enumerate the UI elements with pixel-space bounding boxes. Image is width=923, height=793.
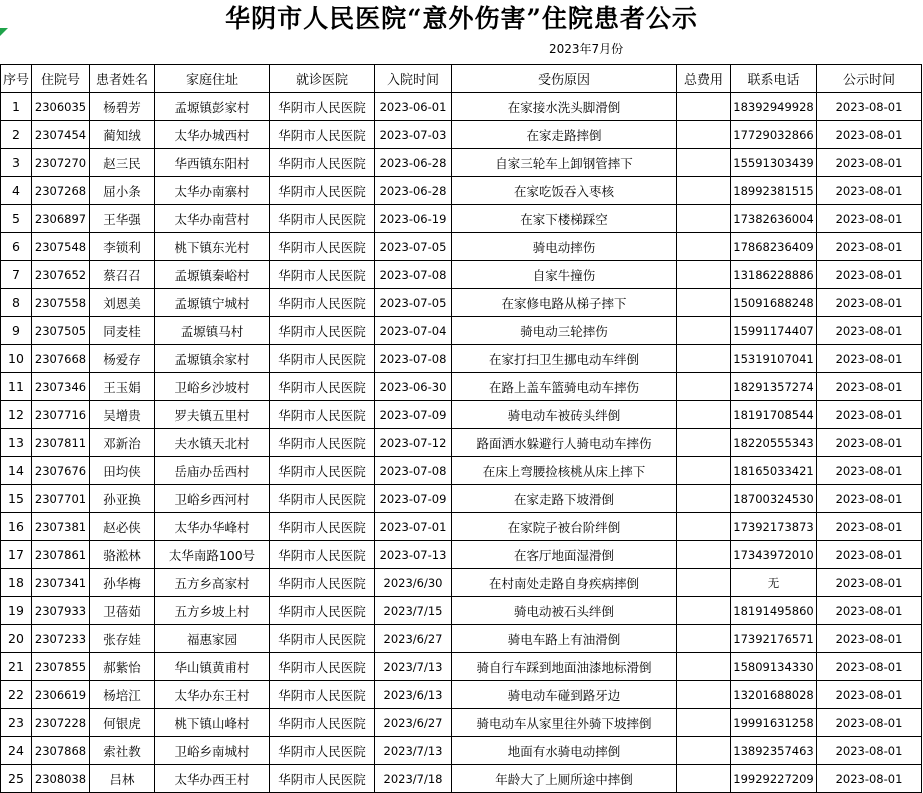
hospital-cell[interactable]: 华阴市人民医院 (270, 149, 375, 177)
phone-cell[interactable]: 15991174407 (731, 317, 817, 345)
admission-no-cell[interactable]: 2307548 (32, 233, 90, 261)
notice-date-cell[interactable]: 2023-08-01 (817, 737, 922, 765)
notice-date-cell[interactable]: 2023-08-01 (817, 401, 922, 429)
table-row (1, 709, 922, 737)
table-row (1, 149, 922, 177)
serial-cell[interactable]: 18 (1, 569, 32, 597)
table-row (1, 317, 922, 345)
total-cost-cell[interactable] (677, 177, 731, 205)
serial-cell[interactable]: 9 (1, 317, 32, 345)
injury-cause-cell[interactable]: 骑电动被石头绊倒 (452, 597, 677, 625)
patient-name-cell[interactable]: 杨爱存 (90, 345, 155, 373)
admission-no-cell[interactable]: 2306035 (32, 93, 90, 121)
address-cell[interactable]: 孟塬镇秦峪村 (155, 261, 270, 289)
admission-date-cell[interactable]: 2023-07-08 (375, 261, 452, 289)
phone-cell[interactable]: 18291357274 (731, 373, 817, 401)
total-cost-cell[interactable] (677, 373, 731, 401)
patient-name-cell[interactable]: 赵必侠 (90, 513, 155, 541)
admission-date-cell[interactable]: 2023/7/18 (375, 765, 452, 793)
table-row (1, 233, 922, 261)
serial-cell[interactable]: 5 (1, 205, 32, 233)
patient-name-cell[interactable]: 郝紫怡 (90, 653, 155, 681)
total-cost-cell[interactable] (677, 429, 731, 457)
total-cost-cell[interactable] (677, 345, 731, 373)
phone-cell[interactable]: 17729032866 (731, 121, 817, 149)
admission-date-cell[interactable]: 2023-06-28 (375, 177, 452, 205)
notice-date-cell[interactable]: 2023-08-01 (817, 289, 922, 317)
hospital-cell[interactable]: 华阴市人民医院 (270, 261, 375, 289)
total-cost-cell[interactable] (677, 709, 731, 737)
total-cost-cell[interactable] (677, 681, 731, 709)
patient-name-cell[interactable]: 赵三民 (90, 149, 155, 177)
total-cost-cell[interactable] (677, 317, 731, 345)
phone-cell[interactable]: 18220555343 (731, 429, 817, 457)
admission-date-cell[interactable]: 2023/7/13 (375, 653, 452, 681)
table-row (1, 177, 922, 205)
admission-no-cell[interactable]: 2307233 (32, 625, 90, 653)
admission-date-cell[interactable]: 2023-07-13 (375, 541, 452, 569)
total-cost-cell[interactable] (677, 401, 731, 429)
phone-cell[interactable]: 18992381515 (731, 177, 817, 205)
admission-date-cell[interactable]: 2023-07-03 (375, 121, 452, 149)
patient-name-cell[interactable]: 孙亚换 (90, 485, 155, 513)
admission-no-cell[interactable]: 2307268 (32, 177, 90, 205)
patient-name-cell[interactable]: 李锁利 (90, 233, 155, 261)
address-cell[interactable]: 太华办南寨村 (155, 177, 270, 205)
injury-cause-cell[interactable]: 在家吃饭吞入枣核 (452, 177, 677, 205)
phone-cell[interactable]: 13201688028 (731, 681, 817, 709)
admission-no-cell[interactable]: 2307861 (32, 541, 90, 569)
table-body (1, 93, 922, 793)
patient-name-cell[interactable]: 王华强 (90, 205, 155, 233)
hospital-cell[interactable]: 华阴市人民医院 (270, 233, 375, 261)
phone-cell[interactable]: 15091688248 (731, 289, 817, 317)
phone-cell[interactable]: 13892357463 (731, 737, 817, 765)
admission-no-cell[interactable]: 2307346 (32, 373, 90, 401)
admission-no-cell[interactable]: 2307933 (32, 597, 90, 625)
injury-cause-cell[interactable]: 自家三轮车上卸钢管摔下 (452, 149, 677, 177)
injury-cause-cell[interactable]: 年龄大了上厕所途中摔倒 (452, 765, 677, 793)
notice-date-cell[interactable]: 2023-08-01 (817, 513, 922, 541)
injury-cause-cell[interactable]: 地面有水骑电动摔倒 (452, 737, 677, 765)
serial-cell[interactable]: 12 (1, 401, 32, 429)
injury-cause-cell[interactable]: 在村南处走路自身疾病摔倒 (452, 569, 677, 597)
phone-cell[interactable]: 18191708544 (731, 401, 817, 429)
address-cell[interactable]: 孟塬镇马村 (155, 317, 270, 345)
admission-no-cell[interactable]: 2308038 (32, 765, 90, 793)
notice-date-cell[interactable]: 2023-08-01 (817, 541, 922, 569)
serial-cell[interactable]: 6 (1, 233, 32, 261)
injury-cause-cell[interactable]: 骑电动车从家里往外骑下坡摔倒 (452, 709, 677, 737)
injury-cause-cell[interactable]: 在家下楼梯踩空 (452, 205, 677, 233)
patient-name-cell[interactable]: 张存娃 (90, 625, 155, 653)
table-row (1, 401, 922, 429)
patient-name-cell[interactable]: 田均侠 (90, 457, 155, 485)
injury-cause-cell[interactable]: 在床上弯腰捡核桃从床上摔下 (452, 457, 677, 485)
admission-date-cell[interactable]: 2023-06-19 (375, 205, 452, 233)
hospital-cell[interactable]: 华阴市人民医院 (270, 625, 375, 653)
serial-cell[interactable]: 14 (1, 457, 32, 485)
notice-date-cell[interactable]: 2023-08-01 (817, 177, 922, 205)
hospital-cell[interactable]: 华阴市人民医院 (270, 709, 375, 737)
serial-cell[interactable]: 3 (1, 149, 32, 177)
notice-date-cell[interactable]: 2023-08-01 (817, 205, 922, 233)
address-cell[interactable]: 福惠家园 (155, 625, 270, 653)
admission-date-cell[interactable]: 2023/6/13 (375, 681, 452, 709)
phone-cell[interactable]: 17868236409 (731, 233, 817, 261)
serial-cell[interactable]: 20 (1, 625, 32, 653)
admission-no-cell[interactable]: 2307668 (32, 345, 90, 373)
column-header-phone[interactable]: 联系电话 (731, 65, 817, 93)
injury-cause-cell[interactable]: 骑电动三轮摔伤 (452, 317, 677, 345)
address-cell[interactable]: 岳庙办岳西村 (155, 457, 270, 485)
address-cell[interactable]: 卫峪乡西河村 (155, 485, 270, 513)
address-cell[interactable]: 太华办东王村 (155, 681, 270, 709)
table-row (1, 261, 922, 289)
phone-cell[interactable]: 18191495860 (731, 597, 817, 625)
admission-no-cell[interactable]: 2307228 (32, 709, 90, 737)
phone-cell[interactable]: 17382636004 (731, 205, 817, 233)
serial-cell[interactable]: 21 (1, 653, 32, 681)
admission-date-cell[interactable]: 2023/7/15 (375, 597, 452, 625)
table-row (1, 429, 922, 457)
hospital-cell[interactable]: 华阴市人民医院 (270, 345, 375, 373)
hospital-cell[interactable]: 华阴市人民医院 (270, 765, 375, 793)
phone-cell[interactable]: 18165033421 (731, 457, 817, 485)
injury-cause-cell[interactable]: 在客厅地面湿滑倒 (452, 541, 677, 569)
admission-no-cell[interactable]: 2307701 (32, 485, 90, 513)
address-cell[interactable]: 太华办华峰村 (155, 513, 270, 541)
hospital-cell[interactable]: 华阴市人民医院 (270, 401, 375, 429)
notice-date-cell[interactable]: 2023-08-01 (817, 485, 922, 513)
admission-no-cell[interactable]: 2307855 (32, 653, 90, 681)
notice-date-cell[interactable]: 2023-08-01 (817, 653, 922, 681)
phone-cell[interactable]: 15319107041 (731, 345, 817, 373)
admission-date-cell[interactable]: 2023-07-09 (375, 401, 452, 429)
table-row (1, 513, 922, 541)
patient-name-cell[interactable]: 骆淞林 (90, 541, 155, 569)
address-cell[interactable]: 卫峪乡南城村 (155, 737, 270, 765)
admission-date-cell[interactable]: 2023/6/27 (375, 625, 452, 653)
injury-cause-cell[interactable]: 在家打扫卫生挪电动车绊倒 (452, 345, 677, 373)
serial-cell[interactable]: 4 (1, 177, 32, 205)
serial-cell[interactable]: 15 (1, 485, 32, 513)
admission-no-cell[interactable]: 2307811 (32, 429, 90, 457)
serial-cell[interactable]: 23 (1, 709, 32, 737)
notice-date-cell[interactable]: 2023-08-01 (817, 233, 922, 261)
total-cost-cell[interactable] (677, 597, 731, 625)
phone-cell[interactable]: 18700324530 (731, 485, 817, 513)
phone-cell[interactable]: 无 (731, 569, 817, 597)
address-cell[interactable]: 卫峪乡沙坡村 (155, 373, 270, 401)
address-cell[interactable]: 太华办西王村 (155, 765, 270, 793)
admission-date-cell[interactable]: 2023-07-12 (375, 429, 452, 457)
patient-name-cell[interactable]: 蔡召召 (90, 261, 155, 289)
injury-cause-cell[interactable]: 在路上盖车篮骑电动车摔伤 (452, 373, 677, 401)
notice-date-cell[interactable]: 2023-08-01 (817, 681, 922, 709)
admission-no-cell[interactable]: 2307381 (32, 513, 90, 541)
total-cost-cell[interactable] (677, 121, 731, 149)
total-cost-cell[interactable] (677, 541, 731, 569)
patient-name-cell[interactable]: 蔺知绒 (90, 121, 155, 149)
table-row (1, 205, 922, 233)
patient-name-cell[interactable]: 索社教 (90, 737, 155, 765)
admission-no-cell[interactable]: 2307505 (32, 317, 90, 345)
address-cell[interactable]: 孟塬镇余家村 (155, 345, 270, 373)
admission-no-cell[interactable]: 2307558 (32, 289, 90, 317)
notice-date-cell[interactable]: 2023-08-01 (817, 709, 922, 737)
total-cost-cell[interactable] (677, 149, 731, 177)
notice-date-cell[interactable]: 2023-08-01 (817, 149, 922, 177)
injury-cause-cell[interactable]: 在家接水洗头脚滑倒 (452, 93, 677, 121)
column-header-admission-no[interactable]: 住院号 (32, 65, 90, 93)
report-period: 2023年7月份 (549, 42, 624, 56)
hospital-cell[interactable]: 华阴市人民医院 (270, 177, 375, 205)
admission-date-cell[interactable]: 2023-07-04 (375, 317, 452, 345)
address-cell[interactable]: 五方乡坡上村 (155, 597, 270, 625)
column-header-admission-date[interactable]: 入院时间 (375, 65, 452, 93)
hospital-cell[interactable]: 华阴市人民医院 (270, 93, 375, 121)
hospital-cell[interactable]: 华阴市人民医院 (270, 457, 375, 485)
table-row (1, 289, 922, 317)
admission-no-cell[interactable]: 2307676 (32, 457, 90, 485)
admission-date-cell[interactable]: 2023-06-30 (375, 373, 452, 401)
phone-cell[interactable]: 15591303439 (731, 149, 817, 177)
table-row (1, 541, 922, 569)
phone-cell[interactable]: 19991631258 (731, 709, 817, 737)
admission-date-cell[interactable]: 2023/6/30 (375, 569, 452, 597)
total-cost-cell[interactable] (677, 737, 731, 765)
total-cost-cell[interactable] (677, 513, 731, 541)
table-row (1, 93, 922, 121)
address-cell[interactable]: 太华办城西村 (155, 121, 270, 149)
notice-date-cell[interactable]: 2023-08-01 (817, 317, 922, 345)
admission-no-cell[interactable]: 2307716 (32, 401, 90, 429)
patient-name-cell[interactable]: 吕林 (90, 765, 155, 793)
phone-cell[interactable]: 18392949928 (731, 93, 817, 121)
patient-name-cell[interactable]: 同麦桂 (90, 317, 155, 345)
hospital-cell[interactable]: 华阴市人民医院 (270, 569, 375, 597)
notice-date-cell[interactable]: 2023-08-01 (817, 457, 922, 485)
table-row (1, 569, 922, 597)
serial-cell[interactable]: 19 (1, 597, 32, 625)
serial-cell[interactable]: 2 (1, 121, 32, 149)
column-header-notice-date[interactable]: 公示时间 (817, 65, 922, 93)
patient-name-cell[interactable]: 卫蓓茹 (90, 597, 155, 625)
phone-cell[interactable]: 17392176571 (731, 625, 817, 653)
phone-cell[interactable]: 13186228886 (731, 261, 817, 289)
admission-date-cell[interactable]: 2023/7/13 (375, 737, 452, 765)
total-cost-cell[interactable] (677, 233, 731, 261)
admission-date-cell[interactable]: 2023-06-28 (375, 149, 452, 177)
hospital-cell[interactable]: 华阴市人民医院 (270, 373, 375, 401)
patient-name-cell[interactable]: 王玉娟 (90, 373, 155, 401)
notice-date-cell[interactable]: 2023-08-01 (817, 93, 922, 121)
phone-cell[interactable]: 19929227209 (731, 765, 817, 793)
address-cell[interactable]: 五方乡高家村 (155, 569, 270, 597)
address-cell[interactable]: 桃下镇山峰村 (155, 709, 270, 737)
serial-cell[interactable]: 10 (1, 345, 32, 373)
hospital-cell[interactable]: 华阴市人民医院 (270, 429, 375, 457)
serial-cell[interactable]: 22 (1, 681, 32, 709)
admission-no-cell[interactable]: 2307868 (32, 737, 90, 765)
admission-date-cell[interactable]: 2023-07-08 (375, 345, 452, 373)
serial-cell[interactable]: 17 (1, 541, 32, 569)
patient-name-cell[interactable]: 刘恩美 (90, 289, 155, 317)
table-row (1, 345, 922, 373)
hospital-cell[interactable]: 华阴市人民医院 (270, 121, 375, 149)
table-row (1, 597, 922, 625)
address-cell[interactable]: 桃下镇东光村 (155, 233, 270, 261)
total-cost-cell[interactable] (677, 653, 731, 681)
patient-name-cell[interactable]: 何银虎 (90, 709, 155, 737)
notice-date-cell[interactable]: 2023-08-01 (817, 597, 922, 625)
serial-cell[interactable]: 8 (1, 289, 32, 317)
page-title: 华阴市人民医院“意外伤害”住院患者公示 (225, 4, 698, 33)
injury-cause-cell[interactable]: 骑电动车被砖头绊倒 (452, 401, 677, 429)
admission-date-cell[interactable]: 2023-06-01 (375, 93, 452, 121)
phone-cell[interactable]: 17343972010 (731, 541, 817, 569)
patient-name-cell[interactable]: 孙华梅 (90, 569, 155, 597)
table-row (1, 121, 922, 149)
address-cell[interactable]: 太华办南营村 (155, 205, 270, 233)
column-header-total-cost[interactable]: 总费用 (677, 65, 731, 93)
address-cell[interactable]: 孟塬镇宁城村 (155, 289, 270, 317)
hospital-cell[interactable]: 华阴市人民医院 (270, 597, 375, 625)
notice-date-cell[interactable]: 2023-08-01 (817, 261, 922, 289)
hospital-cell[interactable]: 华阴市人民医院 (270, 541, 375, 569)
admission-no-cell[interactable]: 2307270 (32, 149, 90, 177)
column-header-injury-cause[interactable]: 受伤原因 (452, 65, 677, 93)
injury-cause-cell[interactable]: 骑电车路上有油滑倒 (452, 625, 677, 653)
patient-name-cell[interactable]: 吴增贵 (90, 401, 155, 429)
injury-cause-cell[interactable]: 骑电动车碰到路牙边 (452, 681, 677, 709)
hospital-cell[interactable]: 华阴市人民医院 (270, 513, 375, 541)
injury-cause-cell[interactable]: 骑自行车踩到地面油漆地标滑倒 (452, 653, 677, 681)
table-row (1, 457, 922, 485)
admission-no-cell[interactable]: 2307341 (32, 569, 90, 597)
total-cost-cell[interactable] (677, 205, 731, 233)
total-cost-cell[interactable] (677, 93, 731, 121)
total-cost-cell[interactable] (677, 485, 731, 513)
injury-cause-cell[interactable]: 在家走路摔倒 (452, 121, 677, 149)
notice-date-cell[interactable]: 2023-08-01 (817, 569, 922, 597)
address-cell[interactable]: 华西镇东阳村 (155, 149, 270, 177)
hospital-cell[interactable]: 华阴市人民医院 (270, 205, 375, 233)
patient-name-cell[interactable]: 屈小条 (90, 177, 155, 205)
patient-name-cell[interactable]: 邓新治 (90, 429, 155, 457)
serial-cell[interactable]: 1 (1, 93, 32, 121)
admission-date-cell[interactable]: 2023-07-05 (375, 233, 452, 261)
column-header-patient-name[interactable]: 患者姓名 (90, 65, 155, 93)
admission-date-cell[interactable]: 2023-07-08 (375, 457, 452, 485)
hospital-cell[interactable]: 华阴市人民医院 (270, 289, 375, 317)
table-row (1, 625, 922, 653)
phone-cell[interactable]: 17392173873 (731, 513, 817, 541)
admission-no-cell[interactable]: 2307454 (32, 121, 90, 149)
table-row (1, 737, 922, 765)
admission-no-cell[interactable]: 2306619 (32, 681, 90, 709)
hospital-cell[interactable]: 华阴市人民医院 (270, 317, 375, 345)
injury-cause-cell[interactable]: 在家院子被台阶绊倒 (452, 513, 677, 541)
admission-no-cell[interactable]: 2306897 (32, 205, 90, 233)
address-cell[interactable]: 华山镇黄甫村 (155, 653, 270, 681)
patient-name-cell[interactable]: 杨碧芳 (90, 93, 155, 121)
header-row (1, 65, 922, 93)
table-row (1, 485, 922, 513)
total-cost-cell[interactable] (677, 765, 731, 793)
hospital-cell[interactable]: 华阴市人民医院 (270, 737, 375, 765)
table-row (1, 765, 922, 793)
hospital-cell[interactable]: 华阴市人民医院 (270, 681, 375, 709)
injury-cause-cell[interactable]: 骑电动摔伤 (452, 233, 677, 261)
serial-cell[interactable]: 25 (1, 765, 32, 793)
serial-cell[interactable]: 24 (1, 737, 32, 765)
admission-no-cell[interactable]: 2307652 (32, 261, 90, 289)
column-header-address[interactable]: 家庭住址 (155, 65, 270, 93)
notice-date-cell[interactable]: 2023-08-01 (817, 429, 922, 457)
hospital-cell[interactable]: 华阴市人民医院 (270, 653, 375, 681)
address-cell[interactable]: 罗夫镇五里村 (155, 401, 270, 429)
address-cell[interactable]: 孟塬镇彭家村 (155, 93, 270, 121)
admission-date-cell[interactable]: 2023-07-01 (375, 513, 452, 541)
table-row (1, 373, 922, 401)
total-cost-cell[interactable] (677, 625, 731, 653)
patient-table (0, 64, 922, 793)
table-row (1, 681, 922, 709)
notice-date-cell[interactable]: 2023-08-01 (817, 345, 922, 373)
total-cost-cell[interactable] (677, 261, 731, 289)
notice-date-cell[interactable]: 2023-08-01 (817, 625, 922, 653)
notice-date-cell[interactable]: 2023-08-01 (817, 121, 922, 149)
address-cell[interactable]: 夫水镇天北村 (155, 429, 270, 457)
serial-cell[interactable]: 16 (1, 513, 32, 541)
notice-date-cell[interactable]: 2023-08-01 (817, 373, 922, 401)
notice-date-cell[interactable]: 2023-08-01 (817, 765, 922, 793)
column-header-hospital[interactable]: 就诊医院 (270, 65, 375, 93)
total-cost-cell[interactable] (677, 457, 731, 485)
serial-cell[interactable]: 7 (1, 261, 32, 289)
injury-cause-cell[interactable]: 在家修电路从梯子摔下 (452, 289, 677, 317)
patient-name-cell[interactable]: 杨培江 (90, 681, 155, 709)
phone-cell[interactable]: 15809134330 (731, 653, 817, 681)
total-cost-cell[interactable] (677, 289, 731, 317)
table-row (1, 653, 922, 681)
admission-date-cell[interactable]: 2023-07-09 (375, 485, 452, 513)
serial-cell[interactable]: 11 (1, 373, 32, 401)
injury-cause-cell[interactable]: 自家牛撞伤 (452, 261, 677, 289)
column-header-serial[interactable]: 序号 (1, 65, 32, 93)
serial-cell[interactable]: 13 (1, 429, 32, 457)
address-cell[interactable]: 太华南路100号 (155, 541, 270, 569)
injury-cause-cell[interactable]: 路面洒水躲避行人骑电动车摔伤 (452, 429, 677, 457)
admission-date-cell[interactable]: 2023-07-05 (375, 289, 452, 317)
injury-cause-cell[interactable]: 在家走路下坡滑倒 (452, 485, 677, 513)
admission-date-cell[interactable]: 2023/6/27 (375, 709, 452, 737)
hospital-cell[interactable]: 华阴市人民医院 (270, 485, 375, 513)
total-cost-cell[interactable] (677, 569, 731, 597)
